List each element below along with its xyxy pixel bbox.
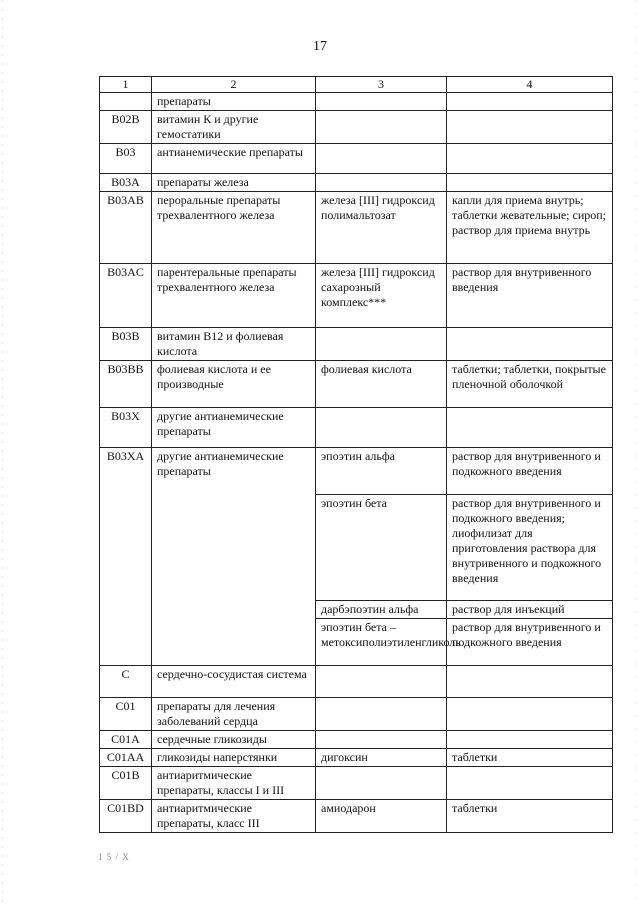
- dosage-form-cell: [447, 698, 613, 731]
- atc-code-cell: B03: [100, 144, 152, 174]
- group-cell: препараты железа: [152, 174, 316, 192]
- table-row: [100, 144, 613, 174]
- drug-name-cell: амиодарон: [316, 800, 447, 833]
- drug-name-cell: [316, 408, 447, 448]
- group-cell: пероральные препараты трехвалентного железа: [152, 192, 316, 264]
- group-cell: витамин B12 и фолиевая кислота: [152, 328, 316, 361]
- dosage-form-cell: капли для приема внутрь; таблетки жевательные; сироп; раствор для приема внутрь: [447, 192, 613, 264]
- atc-code-cell: C: [100, 666, 152, 698]
- group-cell: парентеральные препараты трехвалентного железа: [152, 264, 316, 328]
- atc-code-cell: B03X: [100, 408, 152, 448]
- drug-name-cell: эпоэтин бета – метоксиполиэтиленгликоль: [316, 619, 447, 666]
- scan-edge-right: [636, 0, 637, 905]
- dosage-form-cell: [447, 767, 613, 800]
- atc-code-cell: B02B: [100, 111, 152, 144]
- atc-code-cell: B03A: [100, 174, 152, 192]
- table-row: [100, 192, 613, 264]
- table-row: [100, 749, 613, 767]
- drug-name-cell: [316, 174, 447, 192]
- group-cell: гликозиды наперстянки: [152, 749, 316, 767]
- drug-name-cell: дарбэпоэтин альфа: [316, 601, 447, 619]
- page-number: 17: [313, 39, 327, 54]
- drug-name-cell: [316, 111, 447, 144]
- drug-name-cell: [316, 698, 447, 731]
- atc-code-cell: C01A: [100, 731, 152, 749]
- atc-code-cell: [100, 93, 152, 111]
- group-cell: сердечные гликозиды: [152, 731, 316, 749]
- table-row: [100, 111, 613, 144]
- table-row: [100, 408, 613, 448]
- dosage-form-cell: [447, 328, 613, 361]
- dosage-form-cell: раствор для внутривенного и подкожного введения: [447, 448, 613, 495]
- dosage-form-cell: раствор для внутривенного и подкожного введения; лиофилизат для приготовления раствора для внутривенного и подкожного введения: [447, 495, 613, 601]
- dosage-form-cell: [447, 666, 613, 698]
- scan-edge-left: [2, 0, 3, 905]
- group-cell: антиаритмические препараты, классы I и III: [152, 767, 316, 800]
- drug-name-cell: эпоэтин альфа: [316, 448, 447, 495]
- dosage-form-cell: [447, 93, 613, 111]
- dosage-form-cell: таблетки: [447, 749, 613, 767]
- column-header-3: 3: [316, 77, 447, 93]
- table-row: [100, 800, 613, 833]
- drug-name-cell: [316, 144, 447, 174]
- drug-name-cell: фолиевая кислота: [316, 361, 447, 408]
- atc-code-cell: B03BB: [100, 361, 152, 408]
- table-header-row: [100, 77, 613, 93]
- atc-code-cell: C01BD: [100, 800, 152, 833]
- drug-name-cell: дигоксин: [316, 749, 447, 767]
- atc-code-cell: C01B: [100, 767, 152, 800]
- group-cell: витамин К и другие гемостатики: [152, 111, 316, 144]
- dosage-form-cell: [447, 174, 613, 192]
- table-row: [100, 264, 613, 328]
- column-header-4: 4: [447, 77, 613, 93]
- column-header-1: 1: [100, 77, 152, 93]
- dosage-form-cell: раствор для внутривенного и подкожного введения: [447, 619, 613, 666]
- group-cell: препараты: [152, 93, 316, 111]
- atc-code-cell: B03XA: [100, 448, 152, 666]
- table-row: [100, 328, 613, 361]
- atc-code-cell: C01AA: [100, 749, 152, 767]
- table-row: [100, 731, 613, 749]
- dosage-form-cell: [447, 731, 613, 749]
- atc-code-cell: B03B: [100, 328, 152, 361]
- column-header-2: 2: [152, 77, 316, 93]
- group-cell: антиаритмические препараты, класс III: [152, 800, 316, 833]
- dosage-form-cell: [447, 408, 613, 448]
- table-row: [100, 93, 613, 111]
- atc-code-cell: C01: [100, 698, 152, 731]
- dosage-form-cell: [447, 144, 613, 174]
- scan-footer-mark: 1 5 / X: [98, 852, 130, 862]
- group-cell: фолиевая кислота и ее производные: [152, 361, 316, 408]
- drug-table: [99, 76, 613, 833]
- table-row: [100, 767, 613, 800]
- group-cell: другие антианемические препараты: [152, 408, 316, 448]
- drug-name-cell: [316, 93, 447, 111]
- drug-name-cell: [316, 731, 447, 749]
- table-row: [100, 698, 613, 731]
- drug-name-cell: [316, 767, 447, 800]
- atc-code-cell: B03AC: [100, 264, 152, 328]
- drug-name-cell: [316, 666, 447, 698]
- table-row: [100, 666, 613, 698]
- drug-name-cell: [316, 328, 447, 361]
- atc-code-cell: B03AB: [100, 192, 152, 264]
- group-cell: другие антианемические препараты: [152, 448, 316, 666]
- drug-name-cell: железа [III] гидроксид полимальтозат: [316, 192, 447, 264]
- dosage-form-cell: таблетки; таблетки, покрытые пленочной оболочкой: [447, 361, 613, 408]
- dosage-form-cell: раствор для инъекций: [447, 601, 613, 619]
- group-cell: сердечно-сосудистая система: [152, 666, 316, 698]
- group-cell: препараты для лечения заболеваний сердца: [152, 698, 316, 731]
- dosage-form-cell: таблетки: [447, 800, 613, 833]
- drug-name-cell: эпоэтин бета: [316, 495, 447, 601]
- dosage-form-cell: [447, 111, 613, 144]
- table-row: [100, 361, 613, 408]
- table-row: [100, 174, 613, 192]
- dosage-form-cell: раствор для внутривенного введения: [447, 264, 613, 328]
- table-row: [100, 448, 613, 495]
- group-cell: антианемические препараты: [152, 144, 316, 174]
- drug-name-cell: железа [III] гидроксид сахарозный комплекс***: [316, 264, 447, 328]
